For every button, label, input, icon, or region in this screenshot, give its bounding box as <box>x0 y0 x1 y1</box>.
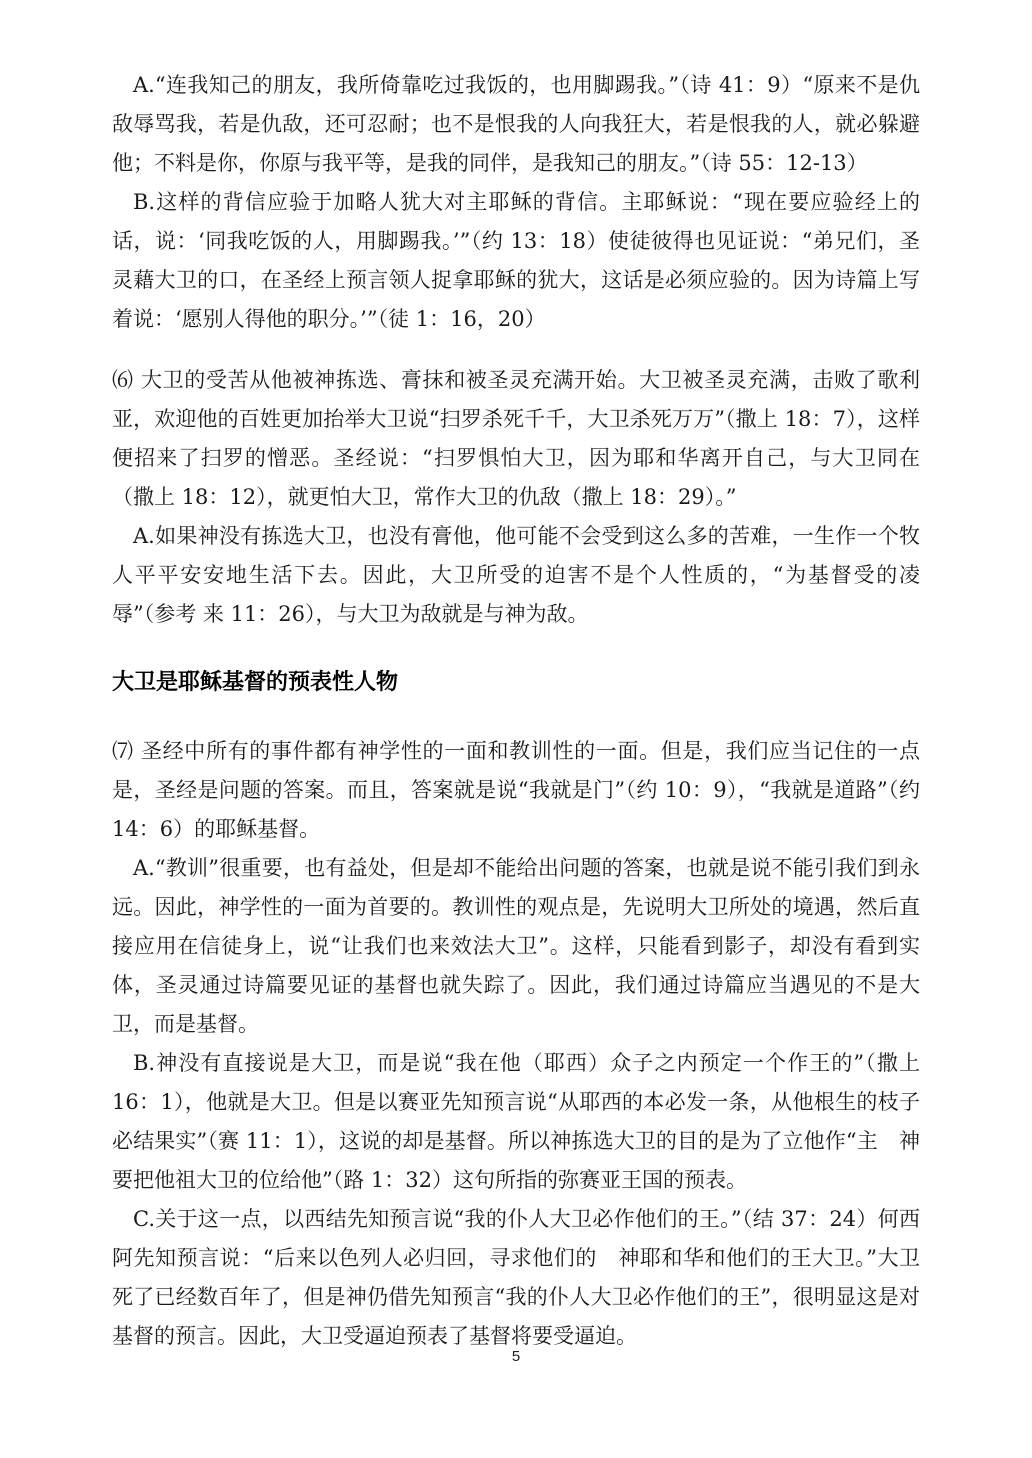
paragraph-6a-chosen-by-god: A.如果神没有拣选大卫，也没有膏他，他可能不会受到这么多的苦难，一生作一个牧人平平安安地生活下去。因此，大卫所受的迫害不是个人性质的，“为基督受的凌辱”（参考 来 11：26），与大卫为敌就是与神为敌。 <box>112 524 920 626</box>
document-body <box>112 66 920 1356</box>
paragraph-b-judas-betrayal: B.这样的背信应验于加略人犹大对主耶稣的背信。主耶稣说：“现在要应验经上的话，说：‘同我吃饭的人，用脚踢我。’”（约 13：18）使徒彼得也见证说：“弟兄们，圣灵藉大卫的口，在圣经上预言领人捉拿耶稣的犹大，这话是必须应验的。因为诗篇上写着说：‘愿别人得他的职分。’”（徒 1：16，20） <box>112 190 920 331</box>
page-number: 5 <box>511 1348 521 1365</box>
paragraph-7c-prophecy: C.关于这一点，以西结先知预言说“我的仆人大卫必作他们的王。”（结 37：24）何西阿先知预言说：“后来以色列人必归回，寻求他们的 神耶和华和他们的王大卫。”大卫死了已经数百年了，但是神仍借先知预言“我的仆人大卫必作他们的王”，很明显这是对基督的预言。因此，大卫受逼迫预表了基督将要受逼迫。 <box>112 1207 920 1348</box>
paragraph-spacer <box>112 339 920 361</box>
paragraph-7a-teaching: A.“教训”很重要，也有益处，但是却不能给出问题的答案，也就是说不能引我们到永远。因此，神学性的一面为首要的。教训性的观点是，先说明大卫所处的境遇，然后直接应用在信徒身上，说“让我们也来效法大卫”。这样，只能看到影子，却没有看到实体，圣灵通过诗篇要见证的基督也就失踪了。因此，我们通过诗篇应当遇见的不是大卫，而是基督。 <box>112 856 920 1036</box>
paragraph-7b-god-chose-david: B.神没有直接说是大卫，而是说“我在他（耶西）众子之内预定一个作王的”（撒上 16：1），他就是大卫。但是以赛亚先知预言说“从耶西的本必发一条，从他根生的枝子必结果实”（赛 11：1），这说的却是基督。所以神拣选大卫的目的是为了立他作“主 神要把他祖大卫的位给他”（路 1：32）这句所指的弥赛亚王国的预表。 <box>112 1051 920 1192</box>
paragraph-a-psalm-41: A.“连我知己的朋友，我所倚靠吃过我饭的，也用脚踢我。”（诗 41：9）“原来不是仇敌辱骂我，若是仇敌，还可忍耐；也不是恨我的人向我狂大，若是恨我的人，就必躲避他；不料是你，你原与我平等，是我的同伴，是我知己的朋友。”（诗 55：12-13） <box>112 73 920 175</box>
paragraph-7-theological-aspect: ⑺ 圣经中所有的事件都有神学性的一面和教训性的一面。但是，我们应当记住的一点是，圣经是问题的答案。而且，答案就是说“我就是门”（约 10：9），“我就是道路”（约 14：6）的耶稣基督。 <box>112 739 920 841</box>
paragraph-6-david-suffering: ⑹ 大卫的受苦从他被神拣选、膏抹和被圣灵充满开始。大卫被圣灵充满，击败了歌利亚，欢迎他的百姓更加抬举大卫说“扫罗杀死千千，大卫杀死万万”（撒上 18：7），这样便招来了扫罗的憎恶。圣经说：“扫罗惧怕大卫，因为耶和华离开自己，与大卫同在（撒上 18：12），就更怕大卫，常作大卫的仇敌（撒上 18：29）。” <box>112 368 920 509</box>
section-heading: 大卫是耶稣基督的预表性人物 <box>112 670 399 695</box>
